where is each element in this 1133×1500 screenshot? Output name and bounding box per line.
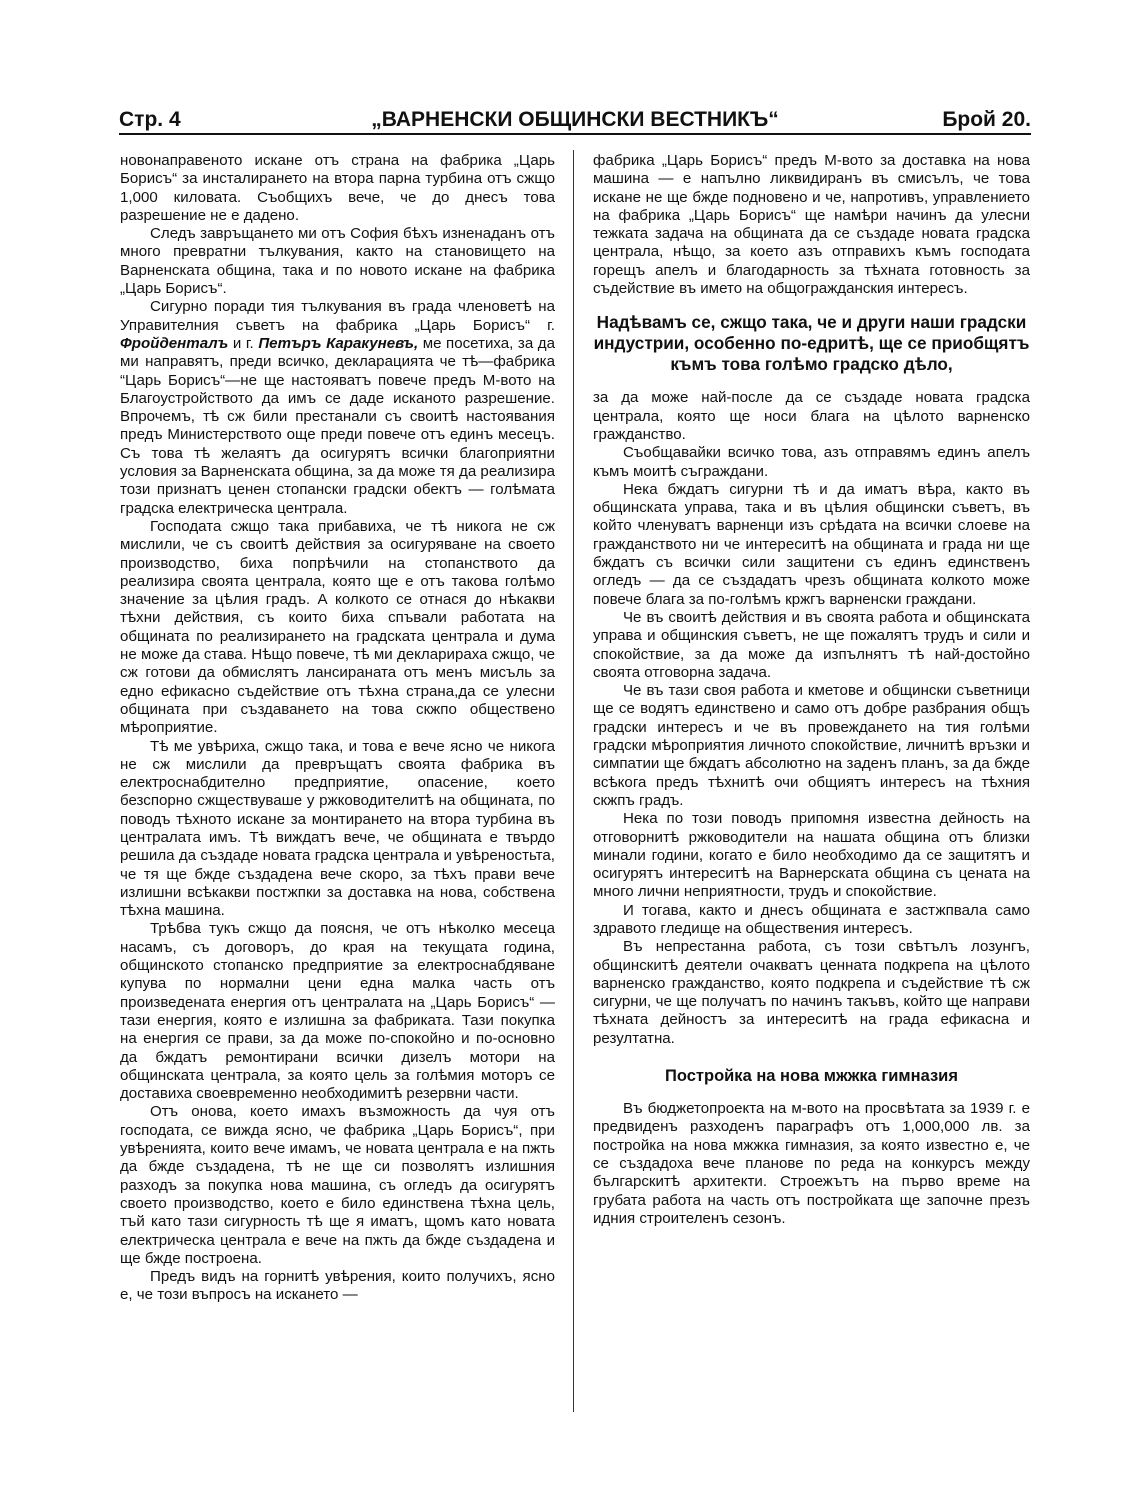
paragraph: фабрика „Царь Борисъ“ предъ М-вото за доставка на нова машина — е напълно ликвидиранъ въ смисълъ, че това искане не ще бжде подновено и че, напротивъ, управлението на фабрика „Царь Борисъ“ ще намѣри начинъ да улесни тежката задача на общината да се създаде новата градска централа, нѣщо, за което азъ отправихъ къмъ господата горещъ апелъ и благодарность за тѣхната готовность за съдействие въ името на общогражданския интересъ. (593, 152, 1030, 298)
person-name: Петъръ Каракуневъ, (258, 334, 419, 352)
paragraph: Предъ видъ на горнитѣ увѣрения, които получихъ, ясно е, че този въпросъ на искането — (120, 1268, 555, 1304)
paragraph: Въ бюджетопроекта на м-вото на просвѣтата за 1939 г. е предвиденъ разходенъ параграфъ отъ 1,000,000 лв. за постройка на нова мжжка гимназия, за която известно е, че се създадоха вече планове по реда на конкурсъ между българскитѣ архитекти. Строежътъ на първо време на грубата работа на часть отъ постройката ще започне презъ идния строителенъ сезонъ. (593, 1100, 1030, 1227)
paragraph: новонаправеното искане отъ страна на фабрика „Царь Борисъ“ за инсталирането на втора парна турбина отъ сжщо 1,000 киловата. Съобщихъ вече, че до днесъ това разрешение не е дадено. (120, 152, 555, 224)
paragraph: Че въ тази своя работа и кметове и общински съветници ще се водятъ единствено и само отъ добре разбрания общъ градски интересъ и че въ провеждането на тия голѣми градски мѣроприятия личното спокойствие, личнитѣ връзки и симпатии ще бждатъ абсолютно на заденъ планъ, за да бжде всѣкога предъ тѣхнитѣ очи общиятъ интересъ на тѣхния скжпъ градъ. (593, 682, 1030, 809)
paragraph: Тѣ ме увѣриха, сжщо така, и това е вече ясно че никога не сж мислили да превръщатъ своята фабрика въ електроснабдително предприятие, опасение, което безспорно сжществуваше у ржководителитѣ на общината, по поводъ тѣхното искане за монтирането на втора турбина въ централата имъ. Тѣ виждатъ вече, че общината е твърдо решила да създаде новата градска централа и увѣреностьта, че тя ще бжде създадена вече скоро, за тѣхъ прави вече излишни всѣкакви постжпки за доставка на нова, собствена тѣхна машина. (120, 737, 555, 920)
paragraph: Нека по този поводъ припомня известна дейность на отговорнитѣ ржководители на нашата община отъ близки минали години, когато е било необходимо да се защитятъ и осигурятъ интереситѣ на Варнерската община съ цената на много лични неприятности, трудъ и спокойствие. (593, 810, 1030, 901)
page-number: Стр. 4 (119, 108, 181, 131)
newspaper-title: „ВАРНЕНСКИ ОБЩИНСКИ ВЕСТНИКЪ“ (371, 108, 779, 131)
paragraph: за да може най-после да се създаде новата градска централа, която ще носи блага на цѣлото варненско гражданство. (593, 389, 1030, 443)
text-run: Сигурно поради тия тълкувания въ града членоветѣ на Управителния съветъ на фабрика „Царь Борисъ“ г. (120, 298, 555, 334)
paragraph: Господата сжщо така прибавиха, че тѣ никога не сж мислили, че съ своитѣ действия за осигуряване на своето производство, биха попрѣчили на стопанството да реализира своята централа, която ще е отъ такова голѣмо значение за цѣлия градъ. А колкото се отнася до нѣкакви тѣхни действия, съ които биха спъвали работата на общината по реализирането на градската централа и дума не може да става. Нѣщо повече, тѣ ми декларираха сжщо, че сж готови да обмислятъ лансираната отъ менъ мисъль за едно ефикасно съдействие отъ тѣхна страна,да се улесни общината при създаването на това скжпо обществено мѣроприятие. (120, 517, 555, 737)
header-rule (119, 133, 1031, 135)
right-column (593, 152, 1030, 1228)
column-divider (573, 150, 574, 1412)
text-run: ме посетиха, за да ми направятъ, преди всичко, декларацията че тѣ—фабрика “Царь Борисъ“—не ще настояватъ повече предъ М-вото на Благоустройството да имъ се даде исканото разрешение. Впрочемъ, тѣ сж били престанали съ своитѣ настоявания предъ Министерството още преди повече отъ единъ месецъ. Съ това тѣ желаятъ да осигурятъ всички благоприятни условия за Варненската община, за да може тя да реализира този признатъ ценен стопански градски обектъ — голѣмата градска електрическа централа. (120, 334, 555, 517)
paragraph: Следъ завръщането ми отъ София бѣхъ изненаданъ отъ много превратни тълкувания, както на становището на Варненската община, така и по новото искане на фабрика „Царь Борисъ“. (120, 225, 555, 298)
paragraph: Въ непрестанна работа, съ този свѣтълъ лозунгъ, общинскитѣ деятели очакватъ ценната подкрепа на цѣлото варненско гражданство, която подкрепа и съдействие тѣ сж сигурни, че ще получатъ по начинъ такъвъ, който ще направи тѣхната дейностъ за интереситѣ на града ефикасна и резултатна. (593, 938, 1030, 1047)
paragraph: Отъ онова, което имахъ възможность да чуя отъ господата, се вижда ясно, че фабрика „Царь Борисъ“, при увѣренията, които вече имамъ, че новата централа е на пжть да бжде създадена, тѣ не ще си позволятъ излишния разходъ за покупка нова машина, съ огледъ да осигурятъ своето производство, което е било единствена тѣхна цель, тъй като тази сигурность тѣ ще я иматъ, щомъ като новата електрическа централа е вече на пжть да бжде създадена и ще бжде построена. (120, 1103, 555, 1267)
left-column (120, 152, 555, 1305)
paragraph: Трѣбва тукъ сжщо да поясня, че отъ нѣколко месеца насамъ, съ договоръ, до края на текущата година, общинското стопанско предприятие за електроснабдяване купува по нормални цени една малка часть отъ произведената енергия отъ централата на „Царь Борисъ“ — тази енергия, която е излишна за фабриката. Тази покупка на енергия се прави, за да може по-спокойно и по-основно да бждатъ ремонтирани всички дизелъ мотори на общинската централа, за която цель за голѣмия моторъ се доставиха своевременно необходимитѣ резервни части. (120, 920, 555, 1103)
issue-number: Брой 20. (942, 108, 1031, 131)
text-run: и г. (228, 334, 259, 352)
paragraph (120, 298, 555, 518)
paragraph: Съобщавайки всичко това, азъ отправямъ единъ апелъ къмъ моитѣ съграждани. (593, 444, 1030, 480)
paragraph: И тогава, както и днесъ общината е застжпвала само здравото гледище на обществения интересъ. (593, 901, 1030, 937)
page-header (119, 106, 1031, 136)
section-heading: Надѣвамъ се, сжщо така, че и други наши градски индустрии, особенно по-едритѣ, ще се приобщятъ къмъ това голѣмо градско дѣло, (593, 312, 1030, 375)
paragraph: Нека бждатъ сигурни тѣ и да иматъ вѣра, както въ общинската управа, така и въ цѣлия общински съветъ, въ който членуватъ варненци изъ срѣдата на всички слоеве на гражданството ни че интереситѣ на общината и града ни ще бждатъ съ всички сили защитени съ единъ единственъ огледъ — да се създадатъ чрезъ общината колкото може повече блага за по-голѣмъ кржгъ варненски граждани. (593, 480, 1030, 608)
person-name: Фройденталъ (120, 334, 229, 352)
article-title: Постройка на нова мжжка гимназия (665, 1067, 958, 1086)
paragraph: Че въ своитѣ действия и въ своята работа и общинската управа и общинския съветъ, не ще пожалятъ трудъ и сили и спокойствие, за да може да изпълнятъ тѣ най-достойно своята отговорна задача. (593, 608, 1030, 681)
